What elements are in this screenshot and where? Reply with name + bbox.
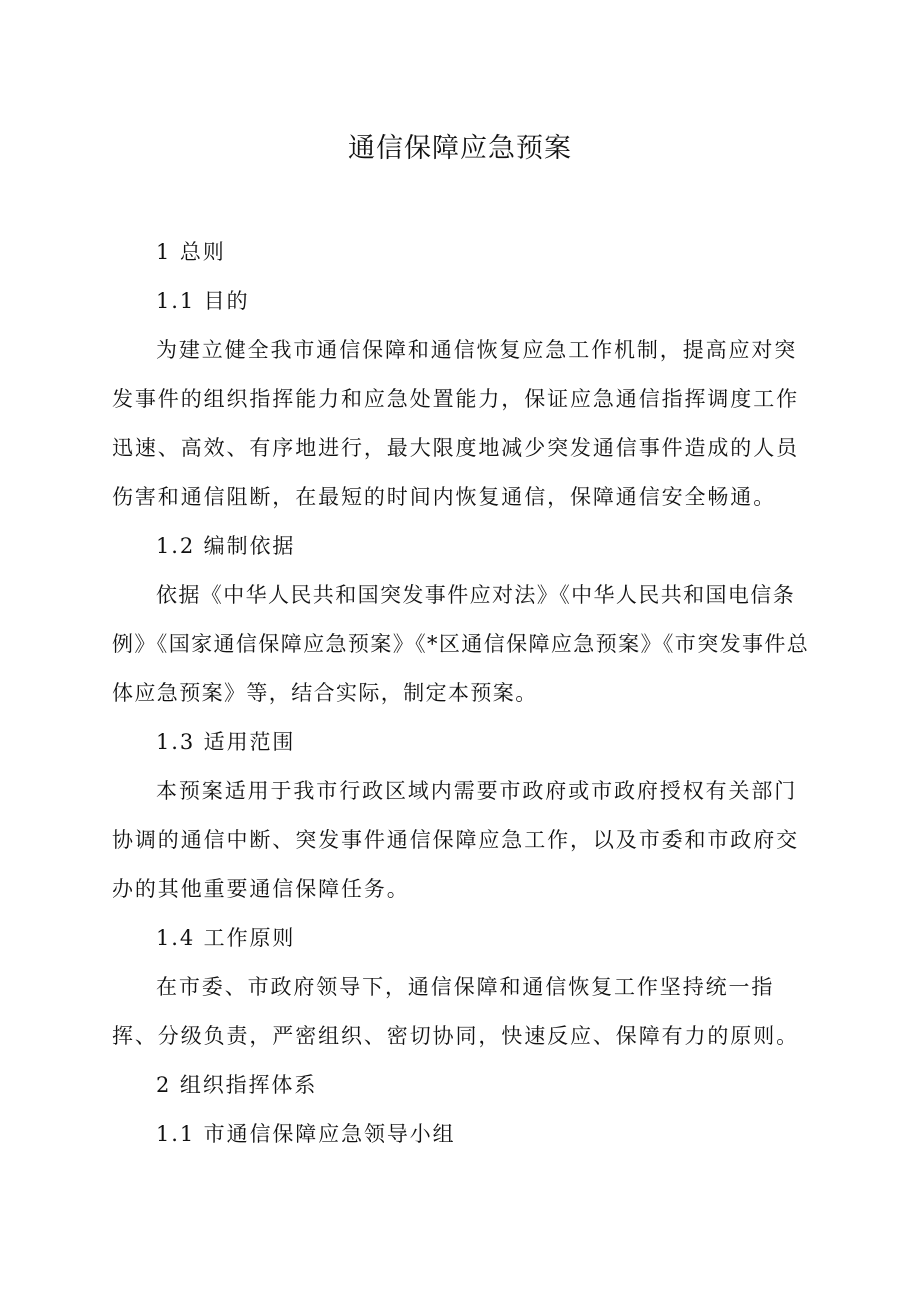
section-heading-purpose: 1.1 目的 — [156, 289, 250, 313]
paragraph-basis: 依据《中华人民共和国突发事件应对法》《中华人民共和国电信条例》《国家通信保障应急预案》《*区通信保障应急预案》《市突发事件总体应急预案》等，结合实际，制定本预案。 — [112, 583, 810, 705]
paragraph-principles: 在市委、市政府领导下，通信保障和通信恢复工作坚持统一指挥、分级负责，严密组织、密切协同，快速反应、保障有力的原则。 — [112, 975, 799, 1048]
paragraph-purpose: 为建立健全我市通信保障和通信恢复应急工作机制，提高应对突发事件的组织指挥能力和应急处置能力，保证应急通信指挥调度工作迅速、高效、有序地进行，最大限度地减少突发通信事件造成的人员伤害和通信阻断，在最短的时间内恢复通信，保障通信安全畅通。 — [112, 338, 799, 509]
section-heading-leading-group: 1.1 市通信保障应急领导小组 — [156, 1122, 456, 1146]
section-heading-scope: 1.3 适用范围 — [156, 730, 296, 754]
section-heading-general: 1 总则 — [156, 240, 226, 264]
paragraph-scope: 本预案适用于我市行政区域内需要市政府或市政府授权有关部门协调的通信中断、突发事件通信保障应急工作，以及市委和市政府交办的其他重要通信保障任务。 — [112, 779, 799, 901]
section-heading-basis: 1.2 编制依据 — [156, 534, 296, 558]
document-body — [112, 228, 812, 1159]
section-heading-principles: 1.4 工作原则 — [156, 926, 296, 950]
section-heading-organization: 2 组织指挥体系 — [156, 1073, 318, 1097]
document-title: 通信保障应急预案 — [348, 133, 572, 164]
